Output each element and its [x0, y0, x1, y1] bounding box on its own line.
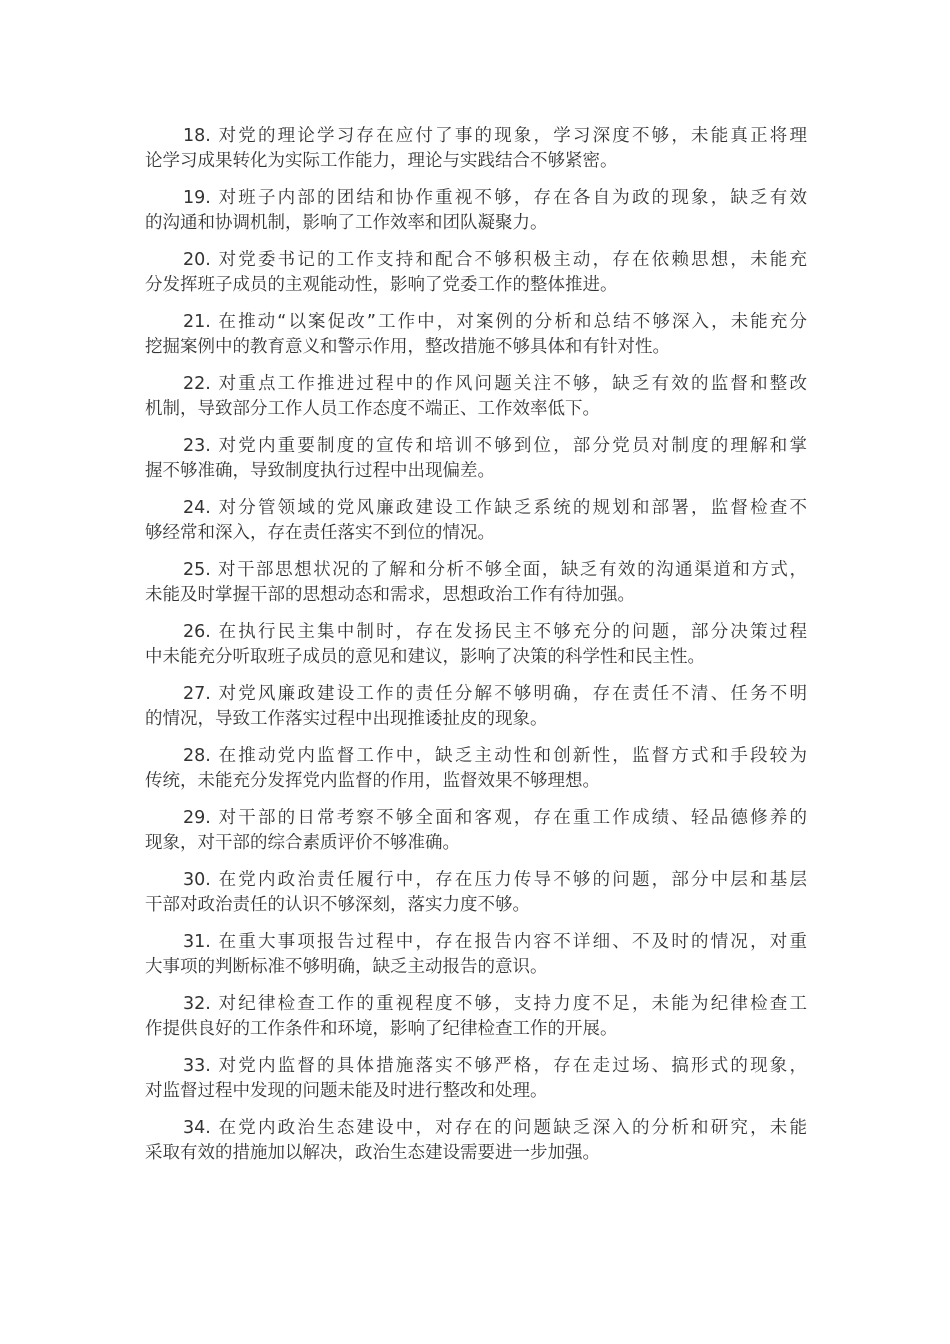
- paragraph-first-line: 32. 对纪律检查工作的重视程度不够，支持力度不足，未能为纪律检查工: [183, 994, 807, 1014]
- list-item: [145, 1116, 807, 1178]
- list-item: [145, 310, 807, 372]
- paragraph-first-line: 30. 在党内政治责任履行中，存在压力传导不够的问题，部分中层和基层: [183, 870, 807, 890]
- paragraph-second-line: 论学习成果转化为实际工作能力，理论与实践结合不够紧密。: [145, 151, 618, 171]
- paragraph-second-line: 机制，导致部分工作人员工作态度不端正、工作效率低下。: [145, 399, 600, 419]
- list-item: [145, 248, 807, 310]
- paragraph-first-line: 29. 对干部的日常考察不够全面和客观，存在重工作成绩、轻品德修养的: [183, 808, 807, 828]
- paragraph-first-line: 33. 对党内监督的具体措施落实不够严格，存在走过场、搞形式的现象，: [183, 1056, 807, 1076]
- list-item: [145, 496, 807, 558]
- paragraph-first-line: 20. 对党委书记的工作支持和配合不够积极主动，存在依赖思想，未能充: [183, 250, 807, 270]
- paragraph-second-line: 中未能充分听取班子成员的意见和建议，影响了决策的科学性和民主性。: [145, 647, 705, 667]
- list-item: [145, 372, 807, 434]
- paragraph-first-line: 24. 对分管领域的党风廉政建设工作缺乏系统的规划和部署，监督检查不: [183, 498, 807, 518]
- list-item: [145, 806, 807, 868]
- paragraph-second-line: 的情况，导致工作落实过程中出现推诿扯皮的现象。: [145, 709, 548, 729]
- paragraph-second-line: 干部对政治责任的认识不够深刻，落实力度不够。: [145, 895, 530, 915]
- paragraph-first-line: 23. 对党内重要制度的宣传和培训不够到位，部分党员对制度的理解和掌: [183, 436, 807, 456]
- paragraph-second-line: 现象，对干部的综合素质评价不够准确。: [145, 833, 460, 853]
- list-item: [145, 620, 807, 682]
- list-item: [145, 868, 807, 930]
- list-item: [145, 558, 807, 620]
- paragraph-second-line: 传统，未能充分发挥党内监督的作用，监督效果不够理想。: [145, 771, 600, 791]
- paragraph-first-line: 26. 在执行民主集中制时，存在发扬民主不够充分的问题，部分决策过程: [183, 622, 807, 642]
- paragraph-second-line: 够经常和深入，存在责任落实不到位的情况。: [145, 523, 495, 543]
- paragraph-second-line: 分发挥班子成员的主观能动性，影响了党委工作的整体推进。: [145, 275, 618, 295]
- paragraph-first-line: 21. 在推动“以案促改”工作中，对案例的分析和总结不够深入，未能充分: [183, 312, 807, 332]
- paragraph-first-line: 19. 对班子内部的团结和协作重视不够，存在各自为政的现象，缺乏有效: [183, 188, 807, 208]
- paragraph-first-line: 27. 对党风廉政建设工作的责任分解不够明确，存在责任不清、任务不明: [183, 684, 807, 704]
- list-item: [145, 434, 807, 496]
- list-item: [145, 744, 807, 806]
- list-item: [145, 682, 807, 744]
- document-body: [145, 124, 807, 1178]
- paragraph-second-line: 的沟通和协调机制，影响了工作效率和团队凝聚力。: [145, 213, 548, 233]
- list-item: [145, 1054, 807, 1116]
- paragraph-second-line: 对监督过程中发现的问题未能及时进行整改和处理。: [145, 1081, 548, 1101]
- paragraph-first-line: 28. 在推动党内监督工作中，缺乏主动性和创新性，监督方式和手段较为: [183, 746, 807, 766]
- paragraph-second-line: 挖掘案例中的教育意义和警示作用，整改措施不够具体和有针对性。: [145, 337, 670, 357]
- list-item: [145, 186, 807, 248]
- paragraph-first-line: 18. 对党的理论学习存在应付了事的现象，学习深度不够，未能真正将理: [183, 126, 807, 146]
- list-item: [145, 930, 807, 992]
- list-item: [145, 992, 807, 1054]
- paragraph-first-line: 31. 在重大事项报告过程中，存在报告内容不详细、不及时的情况，对重: [183, 932, 807, 952]
- paragraph-first-line: 22. 对重点工作推进过程中的作风问题关注不够，缺乏有效的监督和整改: [183, 374, 807, 394]
- paragraph-second-line: 作提供良好的工作条件和环境，影响了纪律检查工作的开展。: [145, 1019, 618, 1039]
- paragraph-first-line: 25. 对干部思想状况的了解和分析不够全面，缺乏有效的沟通渠道和方式，: [183, 560, 807, 580]
- paragraph-second-line: 未能及时掌握干部的思想动态和需求，思想政治工作有待加强。: [145, 585, 635, 605]
- list-item: [145, 124, 807, 186]
- paragraph-second-line: 握不够准确，导致制度执行过程中出现偏差。: [145, 461, 495, 481]
- paragraph-second-line: 大事项的判断标准不够明确，缺乏主动报告的意识。: [145, 957, 548, 977]
- paragraph-second-line: 采取有效的措施加以解决，政治生态建设需要进一步加强。: [145, 1143, 600, 1163]
- paragraph-first-line: 34. 在党内政治生态建设中，对存在的问题缺乏深入的分析和研究，未能: [183, 1118, 807, 1138]
